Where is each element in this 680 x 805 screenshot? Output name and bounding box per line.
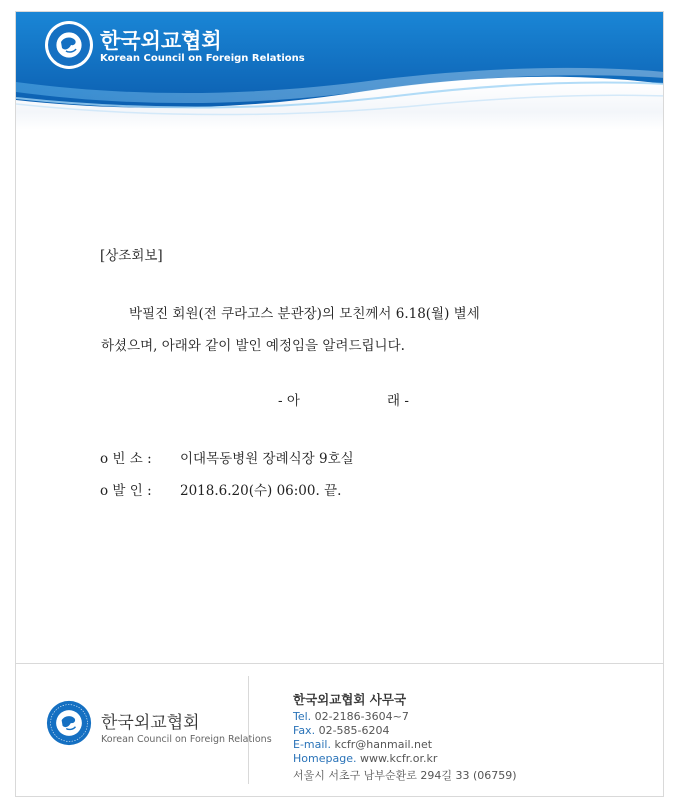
- footer-fax: [293, 724, 390, 737]
- homepage-link[interactable]: www.kcfr.or.kr: [359, 752, 438, 765]
- email-link[interactable]: kcfr@hanmail.net: [334, 738, 433, 751]
- footer-address: 서울시 서초구 남부순환로 294길 33 (06759): [293, 769, 517, 782]
- notice-item-1-value: 이대목동병원 장례식장 9호실: [180, 451, 354, 467]
- footer-tel: [293, 710, 409, 723]
- footer-divider: [16, 663, 663, 664]
- letter-frame: [15, 11, 664, 797]
- header-org-name-ko: 한국외교협회: [100, 29, 222, 53]
- fax-label: Fax.: [293, 724, 316, 737]
- footer-org-name-ko: 한국외교협회: [101, 713, 200, 733]
- notice-item-2-label: o 발 인 :: [100, 483, 152, 499]
- notice-heading-left: - 아: [278, 393, 300, 409]
- kcfr-emblem-icon: [44, 20, 94, 70]
- header-banner: [16, 12, 663, 130]
- footer-office-title: 한국외교협회 사무국: [293, 692, 407, 707]
- fax-value: 02-585-6204: [318, 724, 390, 737]
- header-org-name-en: Korean Council on Foreign Relations: [100, 53, 305, 64]
- email-label: E-mail.: [293, 738, 331, 751]
- notice-tag: [상조회보]: [100, 248, 163, 264]
- footer-vertical-divider: [248, 676, 249, 784]
- tel-label: Tel.: [293, 710, 312, 723]
- tel-value: 02-2186-3604~7: [314, 710, 409, 723]
- notice-line-1: 박필진 회원(전 쿠라고스 분관장)의 모친께서 6.18(월) 별세: [129, 306, 480, 322]
- notice-heading-right: 래 -: [387, 393, 409, 409]
- footer-org-name-en: Korean Council on Foreign Relations: [101, 734, 272, 745]
- footer-homepage: [293, 752, 437, 765]
- footer-kcfr-emblem-icon: [46, 700, 92, 746]
- notice-line-2: 하셨으며, 아래와 같이 발인 예정임을 알려드립니다.: [101, 338, 405, 354]
- notice-item-2-value: 2018.6.20(수) 06:00. 끝.: [180, 483, 342, 499]
- footer-email: [293, 738, 432, 751]
- notice-item-1-label: o 빈 소 :: [100, 451, 152, 467]
- homepage-label: Homepage.: [293, 752, 357, 765]
